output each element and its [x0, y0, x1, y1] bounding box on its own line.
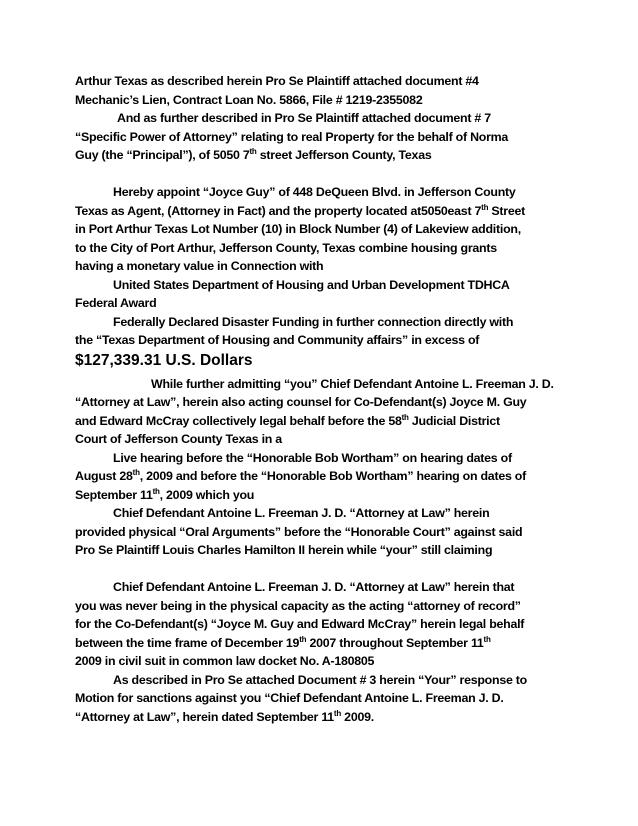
text-line: Arthur Texas as described herein Pro Se Plaintiff attached document #4	[75, 74, 479, 88]
text-line: for the Co-Defendant(s) “Joyce M. Guy and Edward McCray” herein legal behalf	[75, 617, 525, 631]
text-run: Street	[488, 203, 526, 218]
text-line: Chief Defendant Antoine L. Freeman J. D. “Attorney at Law” herein that	[113, 580, 515, 594]
text-run: 2007 throughout September 11	[306, 635, 484, 650]
text-line: having a monetary value in Connection with	[75, 259, 324, 273]
text-line	[75, 146, 575, 165]
text-run: Judicial District	[408, 413, 500, 428]
text-line	[75, 412, 575, 431]
text-run: Guy (the “Principal”), of 5050 7	[75, 148, 250, 162]
text-run: , 2009 and before the “Honorable Bob Wortham” hearing on dates of	[139, 469, 526, 483]
superscript: th	[401, 412, 409, 422]
superscript: th	[152, 486, 160, 496]
text-line: “Attorney at Law”, herein also acting counsel for Co-Defendant(s) Joyce M. Guy	[75, 395, 527, 409]
text-run: and Edward McCray collectively legal behalf before the 58	[75, 413, 402, 428]
text-run: 2009.	[340, 709, 374, 724]
text-line: the “Texas Department of Housing and Community affairs” in excess of	[75, 333, 480, 347]
dollar-amount: $127,339.31 U.S. Dollars	[75, 351, 253, 369]
superscript: th	[249, 147, 257, 156]
text-line: Court of Jefferson County Texas in a	[75, 432, 282, 446]
text-line	[75, 467, 575, 486]
superscript: th	[333, 708, 341, 718]
text-line: 2009 in civil suit in common law docket No. A-180805	[75, 654, 375, 668]
text-line	[75, 372, 575, 394]
text-run: “Attorney at Law”, herein dated September 11	[75, 709, 334, 724]
text-line: in Port Arthur Texas Lot Number (10) in Block Number (4) of Lakeview addition,	[75, 222, 521, 236]
text-line: Mechanic’s Lien, Contract Loan No. 5866, File # 1219-2355082	[75, 92, 423, 107]
text-run: , 2009 which you	[159, 487, 255, 502]
text-run: September 11	[75, 487, 153, 502]
text-line: Hereby appoint “Joyce Guy” of 448 DeQueen Blvd. in Jefferson County	[113, 185, 516, 199]
text-line: Federally Declared Disaster Funding in further connection directly with	[113, 314, 514, 329]
superscript: th	[132, 468, 140, 477]
text-line: to the City of Port Arthur, Jefferson County, Texas combine housing grants	[75, 240, 497, 255]
text-line	[75, 634, 575, 653]
text-line	[75, 202, 575, 221]
text-line	[75, 708, 575, 727]
text-run: between the time frame of December 19	[75, 635, 300, 650]
text-line: Chief Defendant Antoine L. Freeman J. D. “Attorney at Law” herein	[113, 506, 490, 520]
text-line: Pro Se Plaintiff Louis Charles Hamilton II herein while “your” still claiming	[75, 543, 493, 557]
text-run: While further admitting “you” Chief Defendant Antoine L. Freeman J. D.	[151, 376, 554, 391]
superscript: th	[483, 634, 491, 644]
text-run: August 28	[75, 469, 133, 483]
text-line: Live hearing before the “Honorable Bob Wortham” on hearing dates of	[113, 450, 512, 465]
text-line: And as further described in Pro Se Plaintiff attached document # 7	[117, 111, 491, 125]
text-line: As described in Pro Se attached Document # 3 herein “Your” response to	[113, 672, 527, 687]
superscript: th	[481, 202, 489, 212]
text-line: United States Department of Housing and Urban Development TDHCA	[113, 277, 510, 292]
text-line: Federal Award	[75, 296, 157, 310]
text-line: “Specific Power of Attorney” relating to real Property for the behalf of Norma	[75, 129, 509, 144]
text-line: provided physical “Oral Arguments” before the “Honorable Court” against said	[75, 524, 523, 539]
text-line	[75, 486, 575, 505]
paragraph-gap	[75, 165, 575, 184]
text-line: you was never being in the physical capacity as the acting “attorney of record”	[75, 598, 521, 613]
text-run: Texas as Agent, (Attorney in Fact) and the property located at5050east 7	[75, 203, 482, 218]
text-line: Motion for sanctions against you “Chief Defendant Antoine L. Freeman J. D.	[75, 691, 504, 705]
document-body	[75, 72, 575, 726]
amount-line	[75, 350, 575, 372]
paragraph-gap	[75, 560, 575, 579]
superscript: th	[299, 634, 307, 644]
text-run: street Jefferson County, Texas	[256, 148, 432, 162]
